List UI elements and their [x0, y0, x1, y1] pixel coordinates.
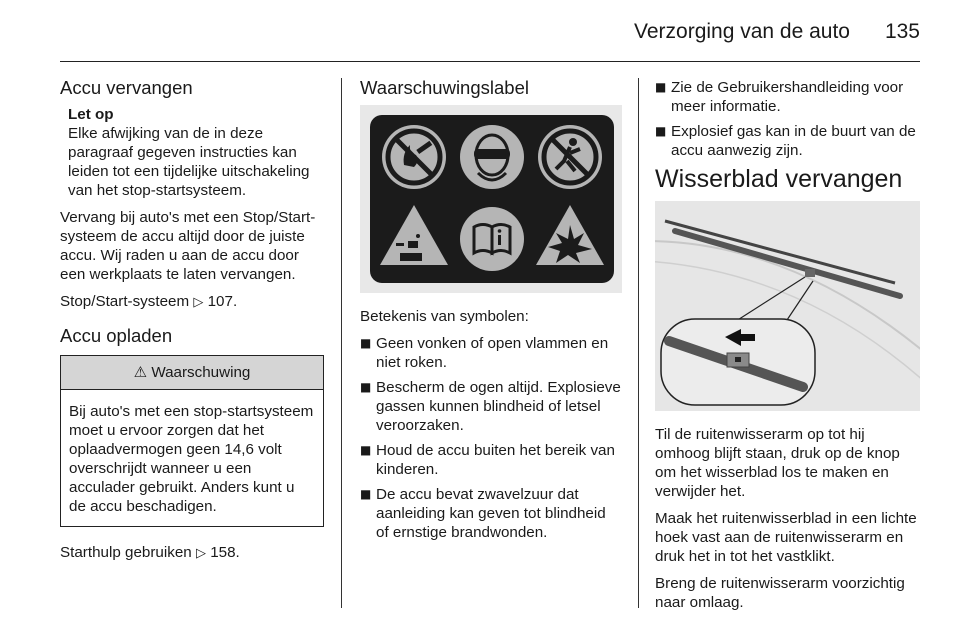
paragraph: Maak het ruitenwisserblad in een lichte hoek vast aan de ruitenwisserarm en druk het in tot het vastklikt.: [655, 510, 917, 565]
explosion-hazard-icon: [536, 205, 604, 265]
column-3: [655, 78, 920, 620]
ref-page: 158.: [210, 544, 240, 561]
cross-reference: [60, 543, 324, 563]
symbols-list: [360, 334, 622, 542]
warning-label-figure: [360, 105, 622, 293]
ref-arrow-icon: ▷: [193, 295, 204, 310]
ref-text: Stop/Start-systeem: [60, 293, 190, 310]
header-title: Verzorging van de auto: [634, 20, 850, 43]
list-item: ■ Explosief gas kan in de buurt van de accu aanwezig zijn.: [655, 122, 920, 160]
symbols-intro: Betekenis van symbolen:: [360, 308, 529, 325]
warning-header: [61, 356, 323, 390]
column-2: [360, 78, 622, 548]
warning-triangle-icon: ⚠: [133, 363, 148, 381]
list-item: ■ Bescherm de ogen altijd. Explosieve gassen kunnen blindheid of letsel veroorzaken.: [360, 378, 622, 435]
section-title-accu-opladen: Accu opladen: [60, 325, 173, 346]
warning-title: Waarschuwing: [151, 364, 251, 381]
ref-page: 107.: [207, 293, 238, 310]
list-item: ■ Houd de accu buiten het bereik van kinderen.: [360, 441, 622, 479]
paragraph: Vervang bij auto's met een Stop/Start-systeem de accu altijd door de juiste accu. Wij raden u aan de accu door een werkplaats te laten vervangen.: [60, 209, 316, 283]
column-divider: [341, 78, 342, 608]
warning-label-panel: [370, 115, 614, 283]
column-divider: [638, 78, 639, 608]
list-item: ■ Zie de Gebruikershandleiding voor meer informatie.: [655, 78, 920, 116]
list-item: ■ De accu bevat zwavelzuur dat aanleiding kan geven tot blindheid of ernstige brandwonden.: [360, 485, 622, 542]
warning-symbols: [370, 115, 614, 283]
cross-reference: [60, 292, 324, 312]
note-title: Let op: [68, 106, 114, 123]
read-manual-icon: [460, 207, 524, 271]
section-title-waarschuwingslabel: Waarschuwingslabel: [360, 77, 529, 98]
paragraph: Breng de ruitenwisserarm voorzichtig naar omlaag.: [655, 575, 905, 611]
note-text: Elke afwijking van de in deze paragraaf gegeven instructies kan leiden tot een tijdelijke uitschakeling van het stop-startsysteem.: [68, 125, 310, 199]
acid-hazard-icon: [380, 205, 448, 265]
ref-arrow-icon: ▷: [195, 546, 206, 561]
page-header: [60, 18, 920, 62]
wiper-illustration: [655, 201, 920, 411]
ref-text: Starthulp gebruiken: [60, 544, 192, 561]
section-title-wisserblad: Wisserblad vervangen: [655, 165, 903, 193]
page-number: 135: [884, 20, 920, 43]
column-1: [60, 78, 324, 571]
wiper-blade-figure: [655, 201, 920, 411]
paragraph: Til de ruitenwisserarm op tot hij omhoog blijft staan, druk op de knop om het wisserblad los te maken en verwijder het.: [655, 426, 900, 500]
no-flame-smoking-icon: [382, 125, 446, 189]
list-item: ■ Geen vonken of open vlammen en niet roken.: [360, 334, 622, 372]
warning-box: [60, 355, 324, 527]
symbols-list-continued: [655, 78, 920, 160]
section-title-accu-vervangen: Accu vervangen: [60, 77, 193, 98]
keep-away-children-icon: [538, 125, 602, 189]
eye-protection-icon: [460, 125, 524, 189]
warning-text: Bij auto's met een stop-startsysteem moet u ervoor zorgen dat het oplaadvermogen geen 14,6 volt overschrijdt wanneer u een acculader gebruikt. Anders kunt u de accu beschadigen.: [69, 403, 314, 515]
